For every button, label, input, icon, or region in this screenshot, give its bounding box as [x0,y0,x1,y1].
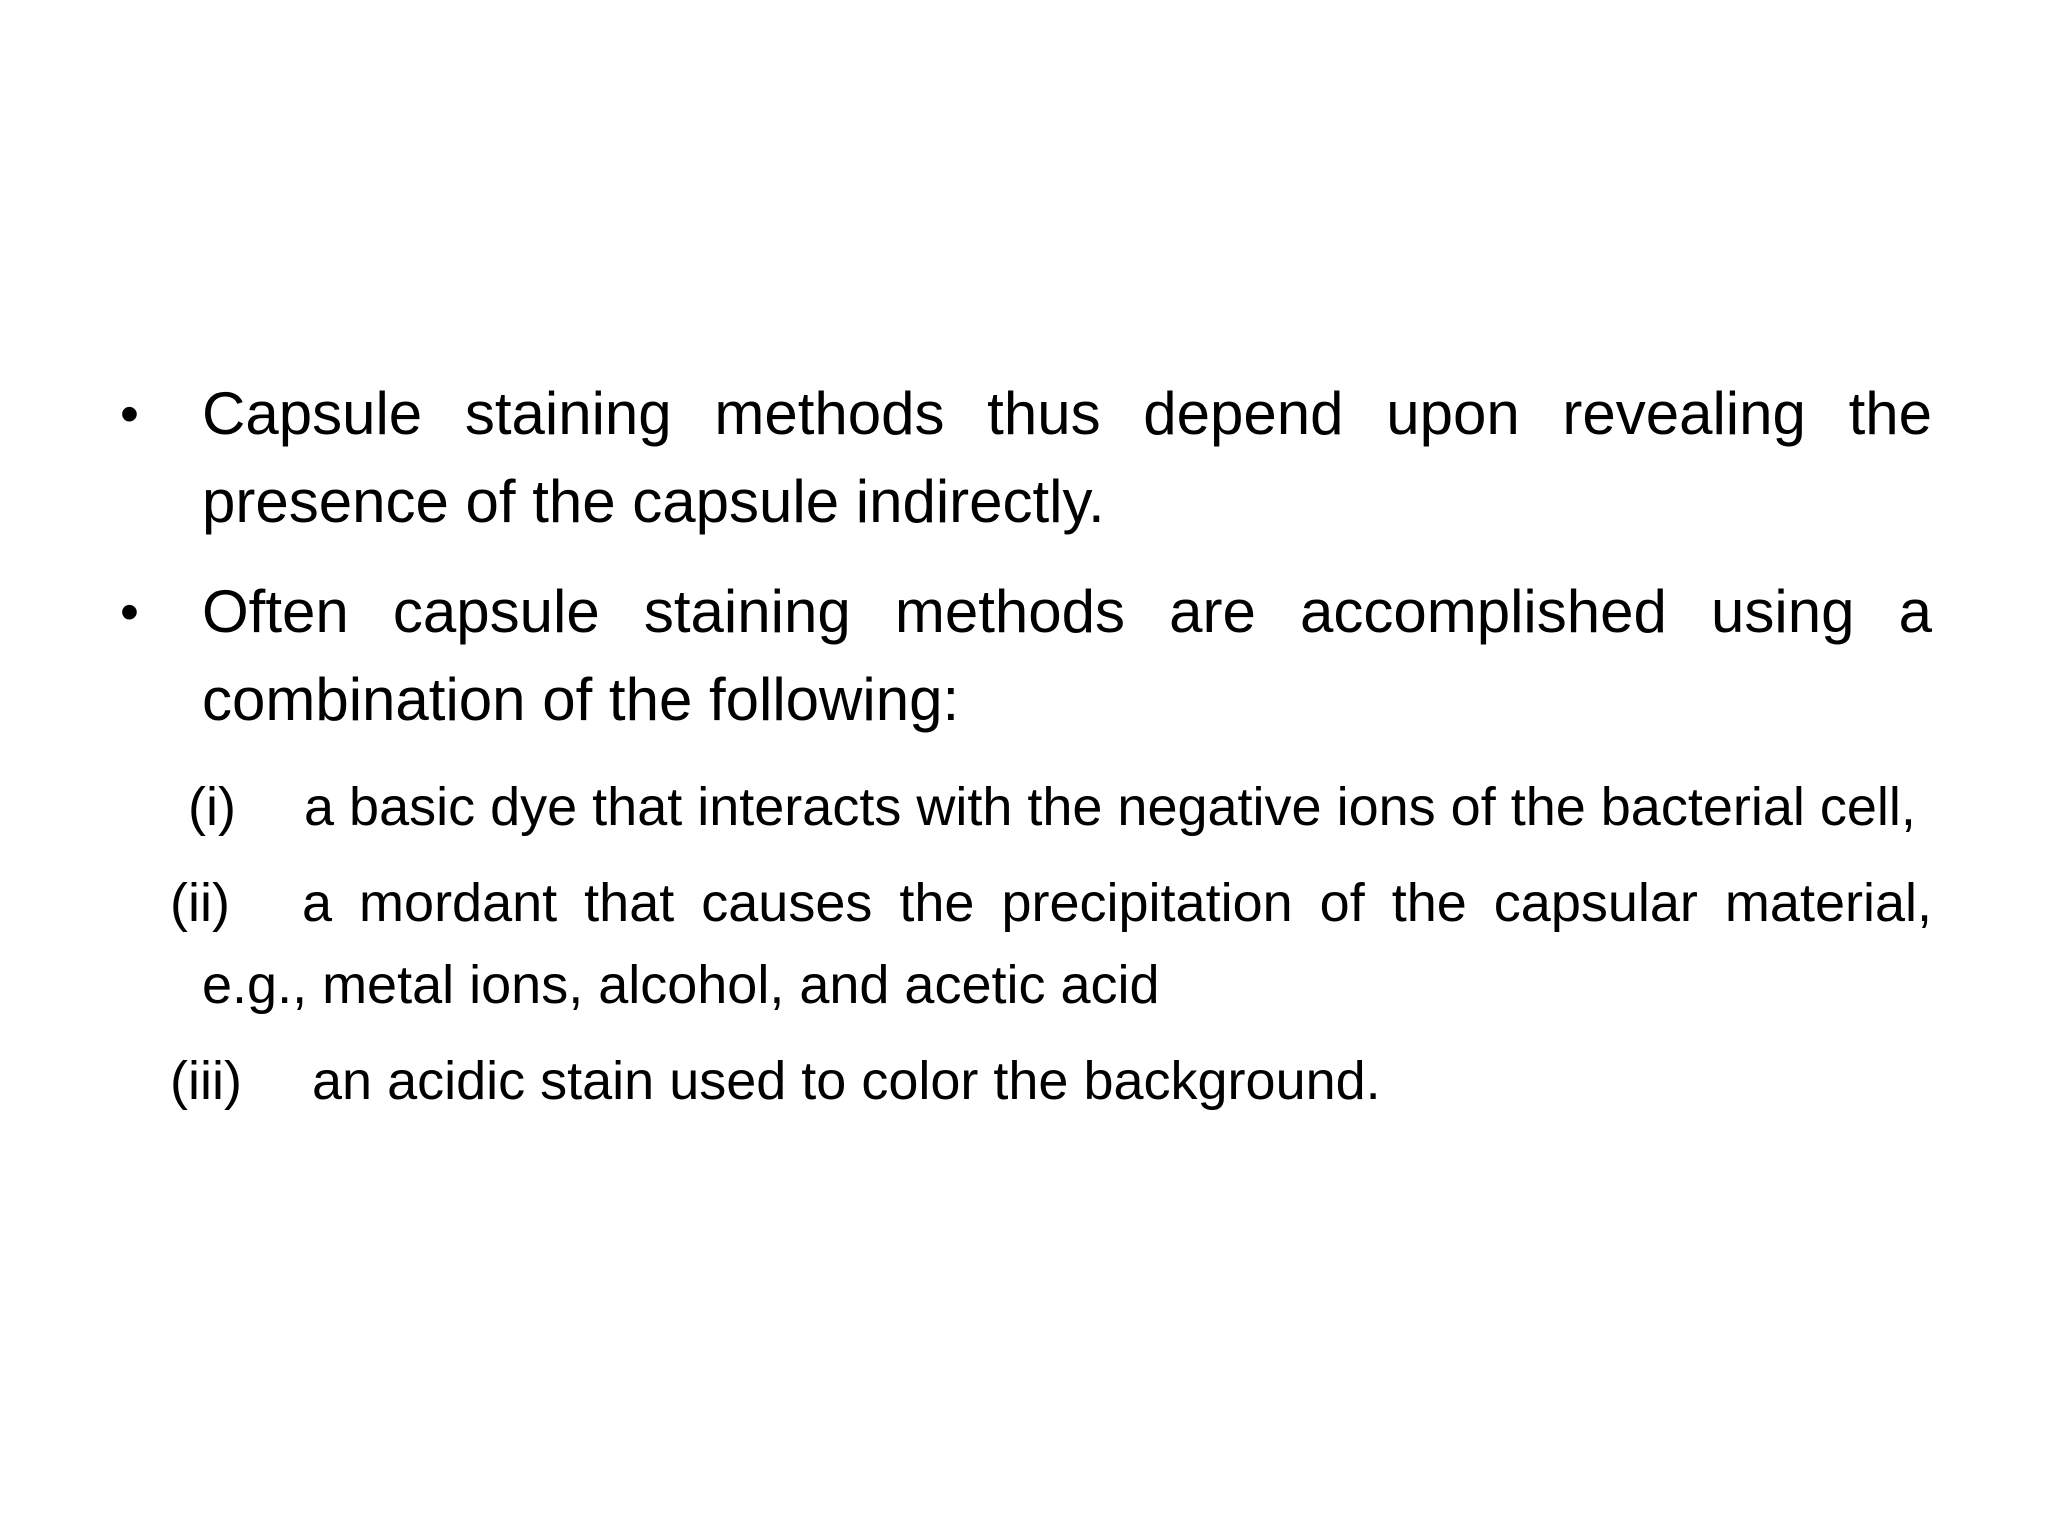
bullet-item [120,370,1932,546]
sub-item-text: a mordant that causes the precipitation of the capsular material, e.g., metal ions, alcohol, and acetic acid [202,873,1932,1015]
sub-item-text: a basic dye that interacts with the negative ions of the bacterial cell, [304,777,1916,837]
sub-item [120,766,1932,848]
bullet-item [120,568,1932,744]
sub-item-number: (iii) [170,1051,242,1111]
bullet-marker: • [120,384,139,444]
bullet-text: Capsule staining methods thus depend upon revealing the presence of the capsule indirectly. [202,380,1932,535]
sub-item-number: (ii) [170,873,230,933]
slide-body [120,370,1932,1136]
sub-item-number: (i) [188,777,236,837]
sub-item [120,862,1932,1026]
bullet-text: Often capsule staining methods are accomplished using a combination of the following: [202,578,1932,733]
sub-item [120,1040,1932,1122]
bullet-marker: • [120,582,139,642]
sub-item-text: an acidic stain used to color the background. [312,1051,1381,1111]
